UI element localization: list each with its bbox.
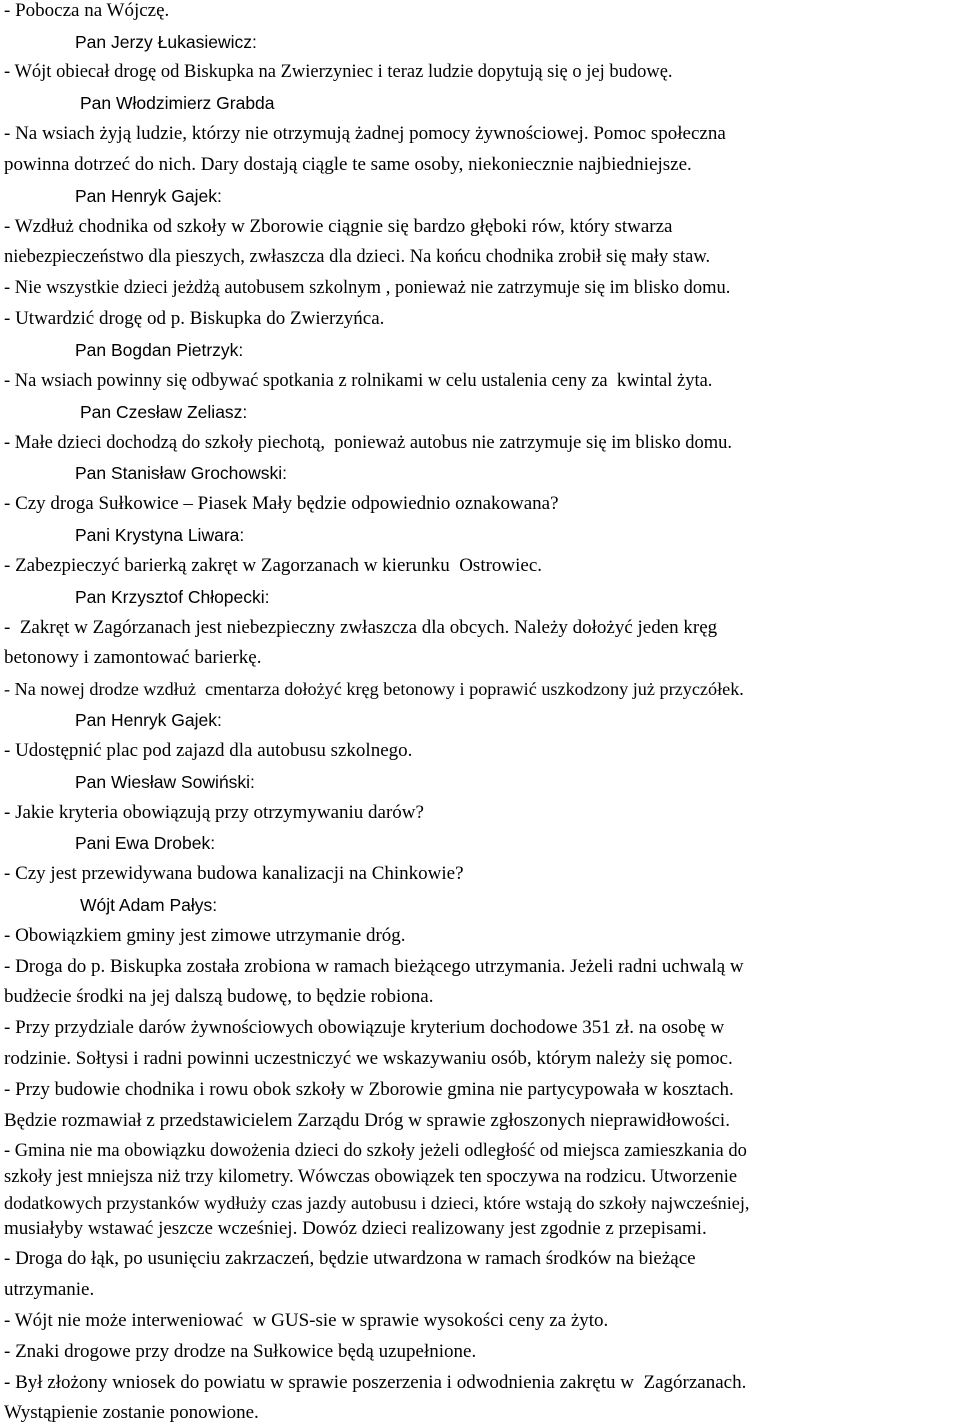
speaker-heading: Pan Henryk Gajek:	[75, 186, 222, 206]
statement-line: - Zabezpieczyć barierką zakręt w Zagorzanach w kierunku Ostrowiec.	[4, 555, 543, 576]
statement-line: - Czy jest przewidywana budowa kanalizacji na Chinkowie?	[4, 863, 464, 884]
speaker-heading: Pan Jerzy Łukasiewicz:	[75, 32, 257, 52]
statement-line: - Wójt nie może interweniować w GUS-sie w sprawie wysokości ceny za żyto.	[4, 1310, 609, 1331]
statement-line: - Utwardzić drogę od p. Biskupka do Zwierzyńca.	[4, 308, 385, 329]
statement-line: betonowy i zamontować barierkę.	[4, 647, 262, 668]
statement-line: - Przy przydziale darów żywnościowych obowiązuje kryterium dochodowe 351 zł. na osobę w	[4, 1017, 725, 1038]
statement-line: - Droga do p. Biskupka została zrobiona w ramach bieżącego utrzymania. Jeżeli radni uchwalą w	[4, 956, 744, 977]
statement-line: - Na wsiach żyją ludzie, którzy nie otrzymują żadnej pomocy żywnościowej. Pomoc społeczna	[4, 123, 726, 144]
speaker-heading: Pani Ewa Drobek:	[75, 833, 216, 853]
speaker-heading: Pan Stanisław Grochowski:	[75, 463, 288, 483]
statement-line: - Był złożony wniosek do powiatu w sprawie poszerzenia i odwodnienia zakrętu w Zagórzanach.	[4, 1372, 747, 1393]
statement-line: - Na wsiach powinny się odbywać spotkania z rolnikami w celu ustalenia ceny za kwintal żyta.	[4, 371, 713, 391]
statement-line: powinna dotrzeć do nich. Dary dostają ciągle te same osoby, niekoniecznie najbiedniejsze.	[4, 154, 692, 175]
statement-line: - Przy budowie chodnika i rowu obok szkoły w Zborowie gmina nie partycypowała w kosztach.	[4, 1079, 734, 1100]
statement-line: - Zakręt w Zagórzanach jest niebezpieczny zwłaszcza dla obcych. Należy dołożyć jeden kręg	[4, 617, 718, 638]
statement-line: - Pobocza na Wójczę.	[4, 0, 170, 21]
statement-line: budżecie środki na jej dalszą budowę, to będzie robiona.	[4, 986, 434, 1007]
statement-line: - Wzdłuż chodnika od szkoły w Zborowie ciągnie się bardzo głęboki rów, który stwarza	[4, 216, 673, 237]
statement-line: - Na nowej drodze wzdłuż cmentarza dołożyć kręg betonowy i poprawić uszkodzony już przyczółek.	[4, 679, 744, 699]
speaker-heading: Pan Krzysztof Chłopecki:	[75, 587, 270, 607]
statement-line: - Znaki drogowe przy drodze na Sułkowice będą uzupełnione.	[4, 1341, 477, 1362]
statement-line: - Nie wszystkie dzieci jeżdżą autobusem szkolnym , ponieważ nie zatrzymuje się im blisko domu.	[4, 278, 731, 298]
statement-line: rodzinie. Sołtysi i radni powinni uczestniczyć we wskazywaniu osób, którym należy się pomoc.	[4, 1048, 733, 1069]
speaker-heading: Pan Bogdan Pietrzyk:	[75, 340, 244, 360]
speaker-heading: Pan Henryk Gajek:	[75, 710, 222, 730]
statement-line: - Jakie kryteria obowiązują przy otrzymywaniu darów?	[4, 802, 424, 823]
statement-line: musiałyby wstawać jeszcze wcześniej. Dowóz dzieci realizowany jest zgodnie z przepisami.	[4, 1218, 707, 1239]
statement-line: - Małe dzieci dochodzą do szkoły piechotą, ponieważ autobus nie zatrzymuje się im blisko domu.	[4, 433, 732, 453]
speaker-heading: Pan Czesław Zeliasz:	[80, 402, 248, 422]
statement-line: - Gmina nie ma obowiązku dowożenia dzieci do szkoły jeżeli odległość od miejsca zamieszkania do	[4, 1141, 747, 1161]
speaker-heading: Wójt Adam Pałys:	[80, 895, 218, 915]
statement-line: Wystąpienie zostanie ponowione.	[4, 1402, 259, 1423]
statement-line: - Droga do łąk, po usunięciu zakrzaczeń, będzie utwardzona w ramach środków na bieżące	[4, 1248, 696, 1269]
statement-line: - Obowiązkiem gminy jest zimowe utrzymanie dróg.	[4, 925, 406, 946]
speaker-heading: Pani Krystyna Liwara:	[75, 525, 245, 545]
statement-line: dodatkowych przystanków wydłuży czas jazdy autobusu i dzieci, które wstają do szkoły najwcześniej,	[4, 1193, 750, 1213]
speaker-heading: Pan Włodzimierz Grabda	[80, 93, 275, 113]
statement-line: niebezpieczeństwo dla pieszych, zwłaszcza dla dzieci. Na końcu chodnika zrobił się mały staw.	[4, 247, 711, 267]
speaker-heading: Pan Wiesław Sowiński:	[75, 772, 255, 792]
statement-line: Będzie rozmawiał z przedstawicielem Zarządu Dróg w sprawie zgłoszonych nieprawidłowości.	[4, 1110, 730, 1131]
statement-line: - Wójt obiecał drogę od Biskupka na Zwierzyniec i teraz ludzie dopytują się o jej budowę.	[4, 62, 673, 82]
statement-line: - Czy droga Sułkowice – Piasek Mały będzie odpowiednio oznakowana?	[4, 493, 559, 514]
statement-line: - Udostępnić plac pod zajazd dla autobusu szkolnego.	[4, 740, 413, 761]
statement-line: utrzymanie.	[4, 1279, 95, 1300]
statement-line: szkoły jest mniejsza niż trzy kilometry. Wówczas obowiązek ten spoczywa na rodzicu. Utworzenie	[4, 1167, 738, 1187]
